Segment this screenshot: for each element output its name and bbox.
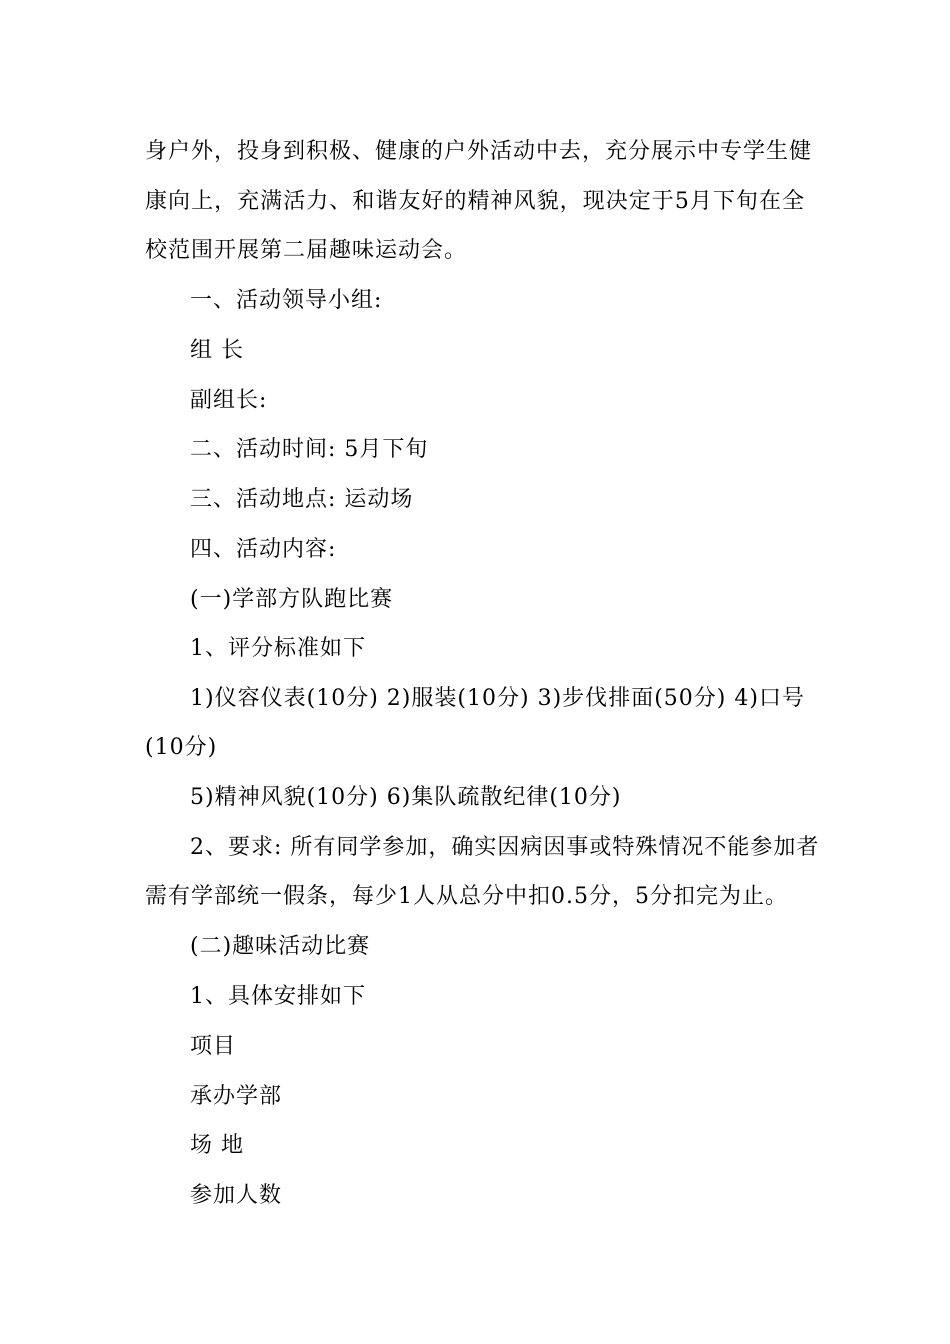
column-host-department: 承办学部 bbox=[190, 1084, 283, 1109]
criteria-line-1: 1)仪容仪表(10分) 2)服装(10分) 3)步伐排面(50分) 4)口号 bbox=[190, 686, 805, 711]
part-2-title: (二)趣味活动比赛 bbox=[190, 934, 371, 959]
section-3-location: 三、活动地点: 运动场 bbox=[190, 487, 414, 512]
criteria-title: 1、评分标准如下 bbox=[190, 636, 366, 661]
column-venue: 场 地 bbox=[190, 1133, 244, 1158]
intro-line-3: 校范围开展第二届趣味运动会。 bbox=[145, 238, 468, 263]
intro-line-2: 康向上，充满活力、和谐友好的精神风貌，现决定于5月下旬在全 bbox=[145, 189, 805, 214]
requirement-line-2: 需有学部统一假条，每少1人从总分中扣0.5分，5分扣完为止。 bbox=[145, 884, 788, 909]
criteria-line-3: 5)精神风貌(10分) 6)集队疏散纪律(10分) bbox=[190, 785, 622, 810]
intro-line-1: 身户外，投身到积极、健康的户外活动中去，充分展示中专学生健 bbox=[145, 139, 813, 164]
section-2-time: 二、活动时间: 5月下旬 bbox=[190, 437, 429, 462]
section-4-heading: 四、活动内容: bbox=[190, 537, 337, 562]
group-leader-label: 组 长 bbox=[190, 338, 244, 363]
deputy-leader-label: 副组长: bbox=[190, 388, 268, 413]
requirement-line-1: 2、要求: 所有同学参加，确实因病因事或特殊情况不能参加者 bbox=[190, 835, 820, 860]
criteria-line-2: (10分) bbox=[145, 735, 218, 760]
column-project: 项目 bbox=[190, 1034, 237, 1059]
column-participant-count: 参加人数 bbox=[190, 1183, 283, 1208]
part-1-title: (一)学部方队跑比赛 bbox=[190, 587, 394, 612]
arrangement-title: 1、具体安排如下 bbox=[190, 984, 366, 1009]
section-1-heading: 一、活动领导小组: bbox=[190, 288, 383, 313]
